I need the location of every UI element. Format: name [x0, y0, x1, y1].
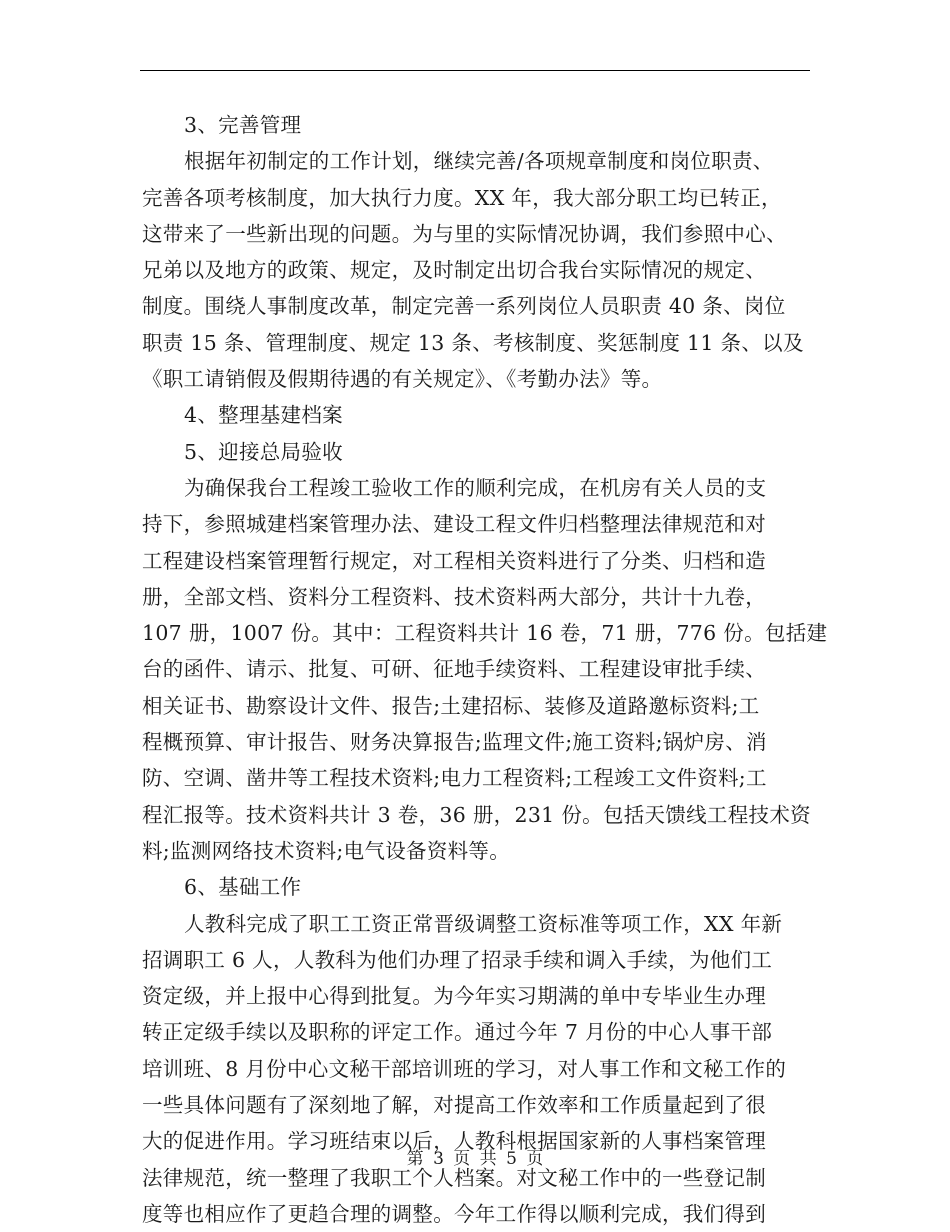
text-line: 人教科完成了职工工资正常晋级调整工资标准等项工作，XX 年新 [184, 911, 783, 936]
text-line: 职责 15 条、管理制度、规定 13 条、考核制度、奖惩制度 11 条、以及 [142, 330, 804, 355]
text-line: 为确保我台工程竣工验收工作的顺利完成，在机房有关人员的支 [184, 475, 767, 500]
text-line: 度等也相应作了更趋合理的调整。今年工作得以顺利完成，我们得到 [142, 1201, 766, 1226]
text-line: 3、完善管理 [184, 113, 302, 137]
text-line: 《职工请销假及假期待遇的有关规定》、《考勤办法》等。 [142, 367, 663, 392]
text-line: 防、空调、凿井等工程技术资料;电力工程资料;工程竣工文件资料;工 [142, 766, 767, 791]
text-line: 制度。围绕人事制度改革，制定完善一系列岗位人员职责 40 条、岗位 [142, 294, 786, 319]
document-body [142, 107, 828, 1232]
text-line: 大的促进作用。学习班结束以后，人教科根据国家新的人事档案管理 [142, 1129, 766, 1154]
text-line: 完善各项考核制度，加大执行力度。XX 年，我大部分职工均已转正， [142, 185, 782, 210]
text-line: 台的函件、请示、批复、可研、征地手续资料、工程建设审批手续、 [142, 657, 766, 682]
text-line: 册，全部文档、资料分工程资料、技术资料两大部分，共计十九卷， [142, 584, 766, 609]
text-line: 程概预算、审计报告、财务决算报告;监理文件;施工资料;锅炉房、消 [142, 730, 767, 755]
text-line: 程汇报等。技术资料共计 3 卷，36 册，231 份。包括天馈线工程技术资 [142, 802, 811, 827]
page-footer: 第 3 页 共 5 页 [406, 1149, 544, 1169]
text-line: 法律规范，统一整理了我职工个人档案。对文秘工作中的一些登记制 [142, 1165, 766, 1190]
text-line: 107 册，1007 份。其中：工程资料共计 16 卷，71 册，776 份。包括建 [142, 621, 828, 646]
text-line: 持下，参照城建档案管理办法、建设工程文件归档整理法律规范和对 [142, 512, 766, 537]
text-line: 工程建设档案管理暂行规定，对工程相关资料进行了分类、归档和造 [142, 548, 766, 573]
text-line: 一些具体问题有了深刻地了解，对提高工作效率和工作质量起到了很 [142, 1093, 766, 1118]
text-line: 6、基础工作 [184, 875, 302, 900]
text-line: 资定级，并上报中心得到批复。为今年实习期满的单中专毕业生办理 [142, 984, 766, 1009]
text-line: 相关证书、勘察设计文件、报告;土建招标、装修及道路邀标资料;工 [142, 693, 760, 718]
text-line: 这带来了一些新出现的问题。为与里的实际情况协调，我们参照中心、 [142, 221, 787, 246]
header-rule [140, 70, 810, 71]
text-line: 转正定级手续以及职称的评定工作。通过今年 7 月份的中心人事干部 [142, 1020, 773, 1045]
text-line: 根据年初制定的工作计划，继续完善/各项规章制度和岗位职责、 [184, 149, 774, 174]
text-line: 4、整理基建档案 [184, 403, 343, 428]
text-line: 招调职工 6 人，人教科为他们办理了招录手续和调入手续，为他们工 [142, 947, 773, 972]
text-line: 培训班、8 月份中心文秘干部培训班的学习，对人事工作和文秘工作的 [142, 1056, 787, 1081]
text-line: 5、迎接总局验收 [184, 439, 343, 464]
text-line: 兄弟以及地方的政策、规定，及时制定出切合我台实际情况的规定、 [142, 258, 766, 283]
text-line: 料;监测网络技术资料;电气设备资料等。 [142, 838, 511, 863]
